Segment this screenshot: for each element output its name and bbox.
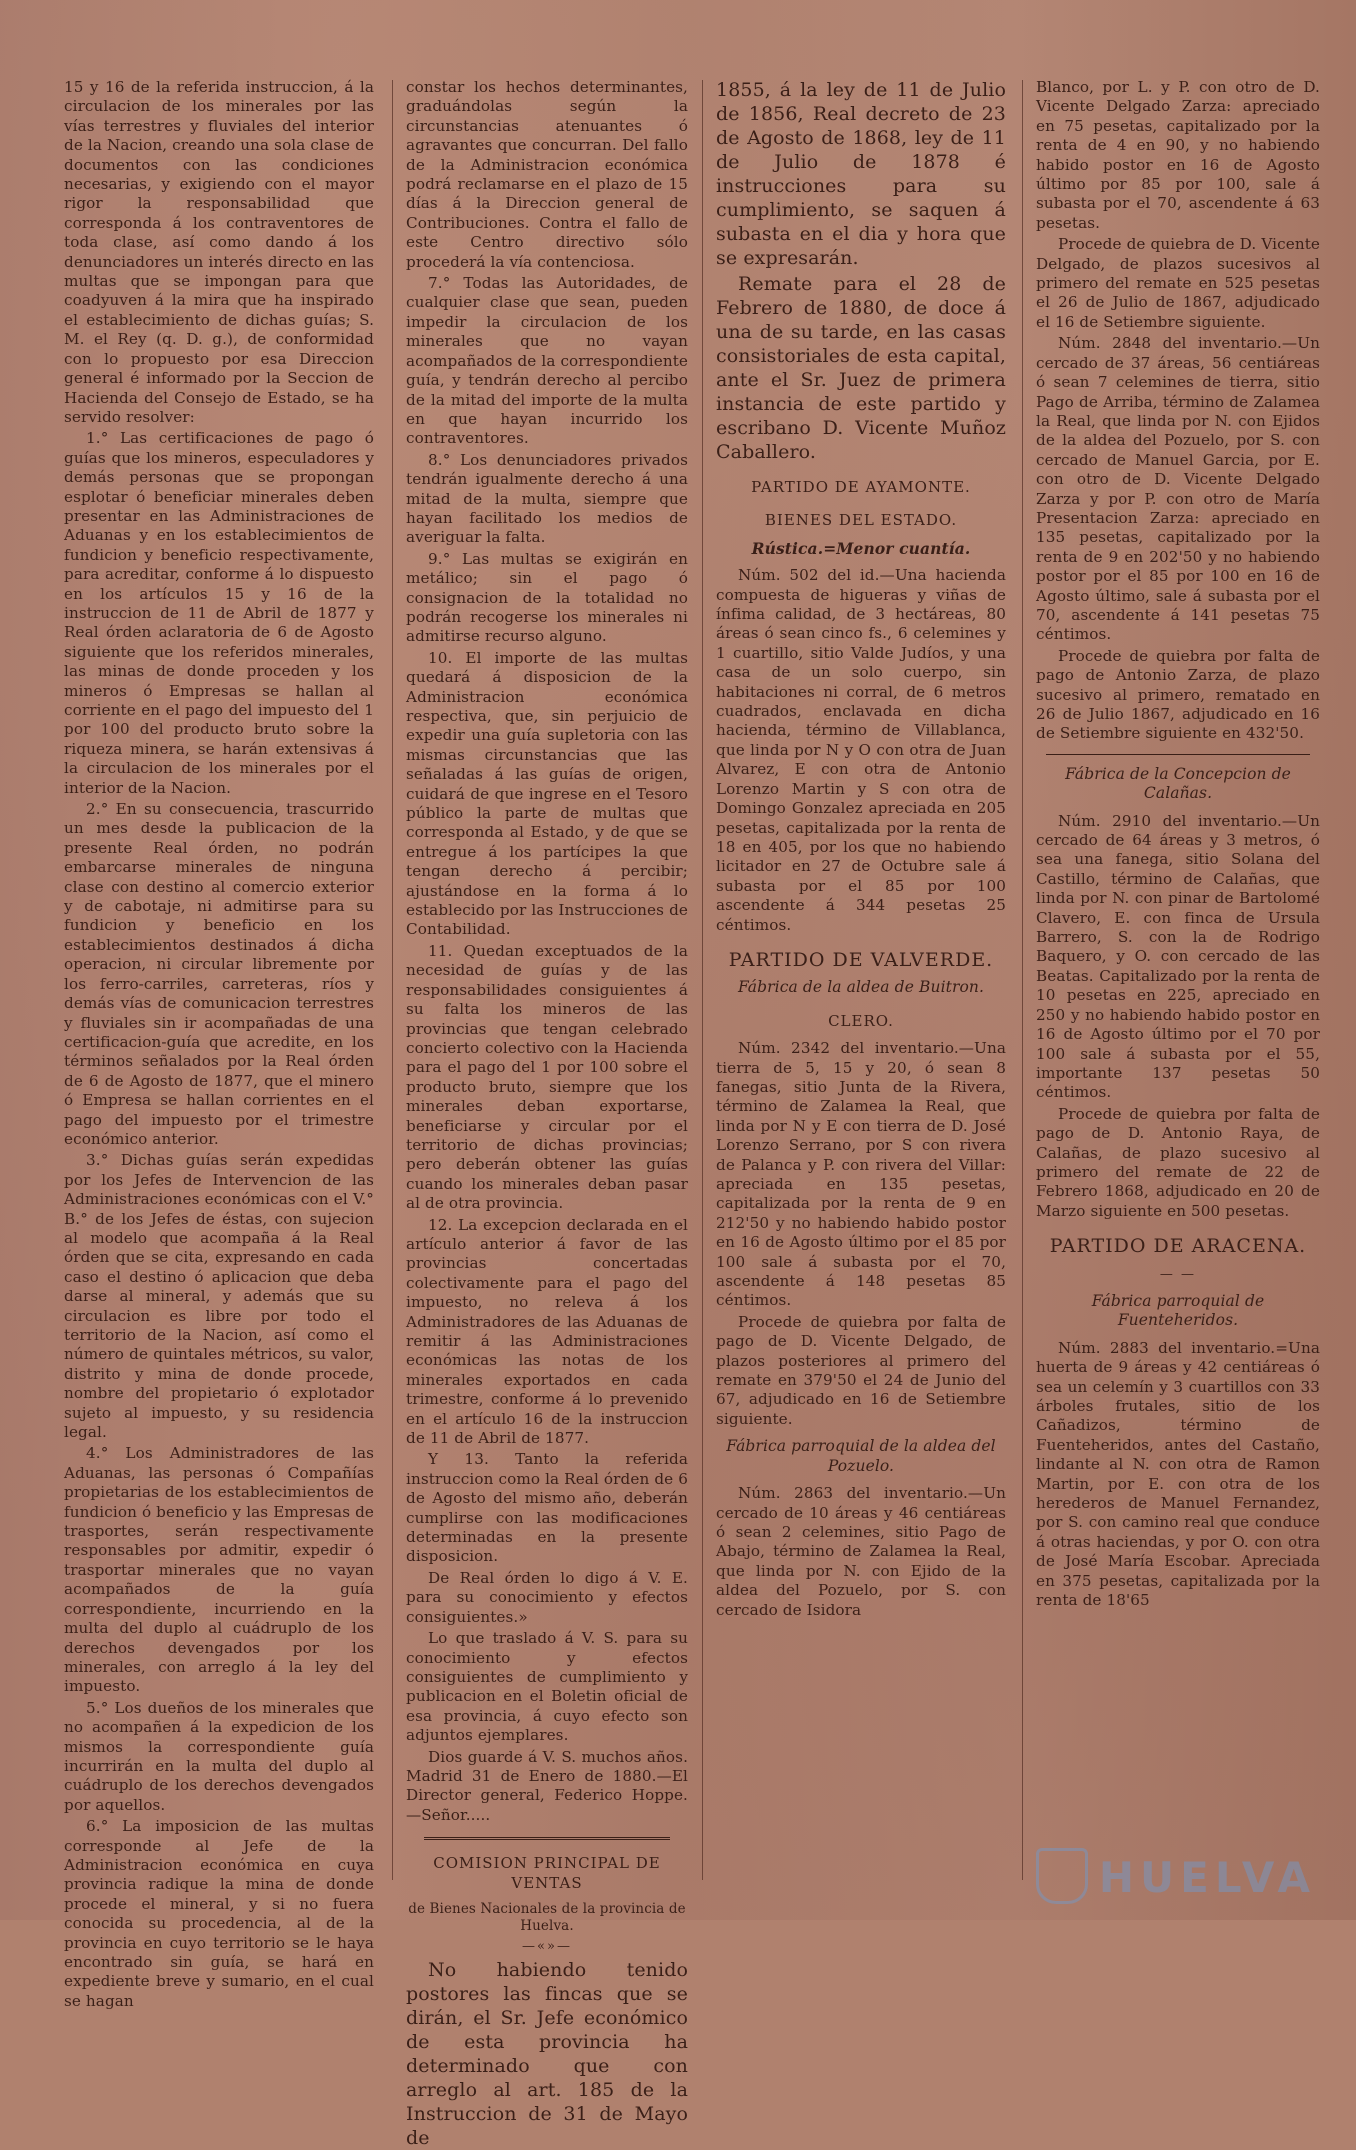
column-4 bbox=[1036, 78, 1320, 1908]
paragraph: No habiendo tenido postores las fincas que se dirán, el Sr. Jefe económico de esta provincia ha determinado que con arreglo al art. 185 de la Instruccion de 31 de Mayo de bbox=[406, 1959, 688, 2150]
section-divider bbox=[1046, 754, 1310, 755]
section-title: PARTIDO DE VALVERDE. bbox=[728, 948, 994, 971]
paragraph: De Real órden lo digo á V. E. para su conocimiento y efectos consiguientes.» bbox=[406, 1568, 688, 1626]
paragraph: 2.° En su consecuencia, trascurrido un mes desde la publicacion de la presente Real órden, no podrán embarcarse minerales de ninguna clase con destino al comercio exterior y de cabotaje, ni admitirse para su fundicion y beneficio en los establecimientos destinados á dicha operacion, ni circular libremente por los ferro-carriles, carreteras, ríos y demás vías de comunicacion terrestres y fluviales sin ir acompañadas de una certificacion-guía que acredite, en los términos señalados por la Real órden de 6 de Agosto de 1877, que el minero ó Empresa se hallan corrientes en el pago del impuesto por el trimestre económico anterior. bbox=[64, 800, 374, 1148]
paragraph: Procede de quiebra por falta de pago de D. Antonio Raya, de Calañas, de plazo sucesivo al primero del remate de 22 de Febrero 1868, adjudicado en 20 de Marzo siguiente en 500 pesetas. bbox=[1036, 1104, 1320, 1220]
column-3 bbox=[716, 78, 1006, 1908]
paragraph: Núm. 2883 del inventario.=Una huerta de 9 áreas y 42 centiáreas ó sea un celemín y 3 cuartillos con 33 árboles frutales, sitio de los Cañadizos, término de Fuenteheridos, antes del Castaño, lindante al N. con otra de Ramon Martin, por E. con otra de los herederos de Manuel Fernandez, por S. con camino real que conduce á otras haciendas, y por O. con otra de José María Escobar. Apreciada en 375 pesetas, capitalizada por la renta de 18'65 bbox=[1036, 1338, 1320, 1610]
paragraph: Núm. 2910 del inventario.—Un cercado de 64 áreas y 3 metros, ó sea una fanega, sitio Solana del Castillo, término de Calañas, que linda por N. con pinar de Bartolomé Clavero, E. con finca de Ursula Barrero, S. con la de Rodrigo Baquero, y O. con cercado de las Beatas. Capitalizado por la renta de 10 pesetas en 225, apreciado en 250 y no habiendo habido postor en 16 de Agosto último por el 70 por 100 sale á subasta por el 55, importante 137 pesetas 50 céntimos. bbox=[1036, 811, 1320, 1102]
watermark: HUELVA bbox=[1098, 1853, 1316, 1902]
section-subtitle: Rústica.=Menor cuantía. bbox=[751, 538, 971, 558]
column-divider bbox=[392, 80, 393, 1880]
paragraph: Núm. 2848 del inventario.—Un cercado de 37 áreas, 56 centiáreas ó sean 7 celemines de tierra, sitio Pago de Arriba, término de Zalamea la Real, que linda por N. con Ejidos de la aldea del Pozuelo, por S. con cercado de Manuel Garcia, por E. con otro de D. Vicente Delgado Zarza y por P. con otro de María Presentacion Zarza: apreciado en 135 pesetas, capitalizado por la renta de 9 en 202'50 y no habiendo postor por el 85 por 100 en 16 de Agosto último, sale á subasta por el 70, ascendente á 141 pesetas 75 céntimos. bbox=[1036, 334, 1320, 644]
paragraph: 11. Quedan exceptuados de la necesidad de guías y de las responsabilidades consiguientes á su falta los mineros de las provincias que tengan celebrado concierto colectivo con la Hacienda para el pago del 1 por 100 sobre el producto bruto, siempre que los minerales deban exportarse, beneficiarse y circular por el territorio de dichas provincias; pero deberán obtener las guías cuando los minerales deban pasar al de otra provincia. bbox=[406, 941, 688, 1213]
paragraph: Remate para el 28 de Febrero de 1880, de doce á una de su tarde, en las casas consistoriales de esta capital, ante el Sr. Juez de primera instancia de este partido y escribano D. Vicente Muñoz Caballero. bbox=[716, 273, 1006, 463]
paragraph: 15 y 16 de la referida instruccion, á la circulacion de los minerales por las vías terrestres y fluviales del interior de la Nacion, creando una sola clase de documentos con las condiciones necesarias, y exigiendo con el mayor rigor la responsabilidad que corresponda á los contraventores de toda clase, así como dando á los denunciadores un interés directo en las multas que se impongan para que coadyuven á la mira que ha inspirado el establecimiento de dichas guías; S. M. el Rey (q. D. g.), de conformidad con lo propuesto por esa Direccion general é informado por la Seccion de Hacienda del Consejo de Estado, se ha servido resolver: bbox=[64, 78, 374, 426]
paragraph: 12. La excepcion declarada en el artículo anterior á favor de las provincias concertadas colectivamente para el pago del impuesto, no releva á los Administradores de las Aduanas de remitir á las Administraciones económicas las notas de los minerales exportados en cada trimestre, conforme á lo prevenido en el artículo 16 de la instruccion de 11 de Abril de 1877. bbox=[406, 1215, 688, 1448]
paragraph: 9.° Las multas se exigirán en metálico; sin el pago ó consignacion de la totalidad no podrán recogerse los minerales ni admitirse recurso alguno. bbox=[406, 549, 688, 646]
paragraph: 1.° Las certificaciones de pago ó guías que los mineros, especuladores y demás personas que se propongan esplotar ó beneficiar minerales deben presentar en las Administraciones de Aduanas y en los establecimientos de fundicion y beneficio respectivamente, para acreditar, conforme á lo dispuesto en los artículos 15 y 16 de la instruccion de 11 de Abril de 1877 y Real órden aclaratoria de 6 de Agosto siguiente que los referidos minerales, las minas de donde proceden y los mineros ó Empresas se hallan al corriente en el pago del impuesto del 1 por 100 del producto bruto sobre la riqueza minera, se harán extensivas á la circulacion de los minerales por el interior de la Nacion. bbox=[64, 429, 374, 797]
paragraph: Núm. 2342 del inventario.—Una tierra de 5, 15 y 20, ó sean 8 fanegas, sitio Junta de la Rivera, término de Zalamea la Real, que linda por N y E con tierra de D. José Lorenzo Serrano, por S con rivera de Palanca y P. con rivera del Villar: apreciada en 135 pesetas, capitalizada por la renta de 9 en 212'50 y no habiendo habido postor en 16 de Agosto último por el 85 por 100 sale á subasta por el 70, ascendente á 148 pesetas 85 céntimos. bbox=[716, 1039, 1006, 1310]
section-title: PARTIDO DE ARACENA. bbox=[1049, 1235, 1307, 1258]
paragraph: 6.° La imposicion de las multas corresponde al Jefe de la Administracion económica en cuya provincia radique la mina de donde procede el mineral, y si no fuera conocida su procedencia, al de la provincia en cuyo territorio se le haya encontrado sin guía, se hará en expediente breve y sumario, en el cual se hagan bbox=[64, 1817, 374, 2010]
section-subtitle: Fábrica de la Concepcion de Calañas. bbox=[1065, 764, 1291, 803]
section-subtitle: CLERO. bbox=[828, 1011, 894, 1030]
paragraph: Dios guarde á V. S. muchos años. Madrid 31 de Enero de 1880.—El Director general, Federico Hoppe.—Señor..... bbox=[406, 1747, 688, 1824]
paragraph: 3.° Dichas guías serán expedidas por los Jefes de Intervencion de las Administraciones económicas con el V.° B.° de los Jefes de éstas, con sujecion al modelo que acompaña á la Real órden que se cita, expresando en cada caso el destino ó aplicacion que deba darse al mineral, y además que su circulacion es libre por todo el territorio de la Nacion, así como el número de quintales métricos, su valor, distrito y mina de donde procede, nombre del propietario ó explotador sujeto al impuesto, y su residencia legal. bbox=[64, 1151, 374, 1442]
paragraph: 1855, á la ley de 11 de Julio de 1856, Real decreto de 23 de Agosto de 1868, ley de 11 de Julio de 1878 é instrucciones para su cumplimiento, se saquen á subasta en el dia y hora que se expresarán. bbox=[716, 79, 1006, 269]
paragraph: 8.° Los denunciadores privados tendrán igualmente derecho á una mitad de la multa, siempre que hayan facilitado los medios de averiguar la falta. bbox=[406, 450, 688, 547]
paragraph: Lo que traslado á V. S. para su conocimiento y efectos consiguientes de cumplimiento y publicacion en el Boletin oficial de esa provincia, á cuyo efecto son adjuntos ejemplares. bbox=[406, 1629, 688, 1745]
section-subtitle: Fábrica de la aldea de Buitron. bbox=[737, 978, 985, 997]
column-2 bbox=[406, 78, 688, 2150]
library-seal-icon bbox=[1036, 1848, 1088, 1904]
section-title: PARTIDO DE AYAMONTE. bbox=[751, 478, 971, 496]
paragraph: Procede de quiebra de D. Vicente Delgado, de plazos sucesivos al primero del remate en 525 pesetas el 26 de Julio de 1867, adjudicado el 16 de Setiembre siguiente. bbox=[1036, 235, 1320, 331]
ornament: — — bbox=[1159, 1266, 1197, 1282]
paragraph: Núm. 2863 del inventario.—Un cercado de 10 áreas y 46 centiáreas ó sean 2 celemines, sitio Pago de Abajo, término de Zalamea la Real, que linda por N. con Ejido de la aldea del Pozuelo, por S. con cercado de Isidora bbox=[716, 1484, 1006, 1619]
column-divider bbox=[702, 80, 703, 1880]
paragraph: Núm. 502 del id.—Una hacienda compuesta de higueras y viñas de ínfima calidad, de 3 hectáreas, 80 áreas ó sean cinco fs., 6 celemines y 1 cuartillo, sitio Valde Judíos, y una casa de un solo cuerpo, sin habitaciones ni corral, de 6 metros cuadrados, enclavada en dicha hacienda, término de Villablanca, que linda por N y O con otra de Juan Alvarez, E con otra de Antonio Lorenzo Martin y S con otra de Domingo Gonzalez apreciada en 205 pesetas, capitalizada por la renta de 18 en 405, por los que no habiendo licitador en 27 de Octubre sale á subasta por el 85 por 100 ascendente á 344 pesetas 25 céntimos. bbox=[716, 566, 1006, 934]
column-1 bbox=[64, 78, 374, 2010]
section-subtitle: BIENES DEL ESTADO. bbox=[764, 511, 958, 530]
paragraph: 4.° Los Administradores de las Aduanas, las personas ó Compañías propietarias de los establecimientos de fundicion ó beneficio y las Empresas de trasportes, serán respectivamente responsables por admitir, expedir ó trasportar minerales que no vayan acompañados de la guía correspondiente, incurriendo en la multa del duplo al cuádruplo de los derechos devengados por los minerales, con arreglo á la ley del impuesto. bbox=[64, 1444, 374, 1696]
paragraph: 10. El importe de las multas quedará á disposicion de la Administracion económica respectiva, que, sin perjuicio de expedir una guía supletoria con las mismas circunstancias que las señaladas á las guías de origen, cuidará de que ingrese en el Tesoro público la parte de multas que corresponda al Estado, y de que se entregue á los partícipes la que tengan derecho á percibir; ajustándose en la forma á lo establecido por las Instrucciones de Contabilidad. bbox=[406, 648, 688, 939]
paragraph: constar los hechos determinantes, graduándolas según la circunstancias atenuantes ó agravantes que concurran. Del fallo de la Administracion económica podrá reclamarse en el plazo de 15 días á la Direccion general de Contribuciones. Contra el fallo de este Centro directivo sólo procederá la vía contenciosa. bbox=[406, 78, 688, 271]
paragraph: Y 13. Tanto la referida instruccion como la Real órden de 6 de Agosto del mismo año, deberán cumplirse con las modificaciones determinadas en la presente disposicion. bbox=[406, 1450, 688, 1566]
section-divider bbox=[424, 1837, 670, 1840]
section-subtitle: Fábrica parroquial de la aldea del Pozuelo. bbox=[726, 1437, 996, 1475]
section-title: COMISION PRINCIPAL DE VENTAS bbox=[433, 1854, 661, 1892]
column-divider bbox=[1022, 80, 1023, 1880]
paragraph: 5.° Los dueños de los minerales que no acompañen á la expedicion de los mismos la correspondiente guía incurrirán en la multa del duplo al cuádruplo de los derechos devengados por aquellos. bbox=[64, 1698, 374, 1814]
paragraph: Blanco, por L. y P. con otro de D. Vicente Delgado Zarza: apreciado en 75 pesetas, capitalizado por la renta de 4 en 90, y no habiendo habido postor en 16 de Agosto último por 85 por 100, sale á subasta por el 70, ascendente á 63 pesetas. bbox=[1036, 78, 1320, 232]
paragraph: Procede de quiebra por falta de pago de D. Vicente Delgado, de plazos posteriores al primero del remate en 379'50 el 24 de Junio del 67, adjudicado en 16 de Setiembre siguiente. bbox=[716, 1312, 1006, 1428]
ornament: —«»— bbox=[522, 1938, 572, 1954]
section-subtitle: Fábrica parroquial de Fuenteheridos. bbox=[1091, 1291, 1265, 1330]
paragraph: 7.° Todas las Autoridades, de cualquier clase que sean, pueden impedir la circulacion de los minerales que no vayan acompañados de la correspondiente guía, y tendrán derecho al percibo de la mitad del importe de la multa en que hayan incurrido los contraventores. bbox=[406, 274, 688, 448]
section-subtitle: de Bienes Nacionales de la provincia de Huelva. bbox=[408, 1900, 686, 1934]
paragraph: Procede de quiebra por falta de pago de Antonio Zarza, de plazo sucesivo al primero, rematado en 26 de Julio 1867, adjudicado en 16 de Setiembre siguiente en 432'50. bbox=[1036, 646, 1320, 743]
